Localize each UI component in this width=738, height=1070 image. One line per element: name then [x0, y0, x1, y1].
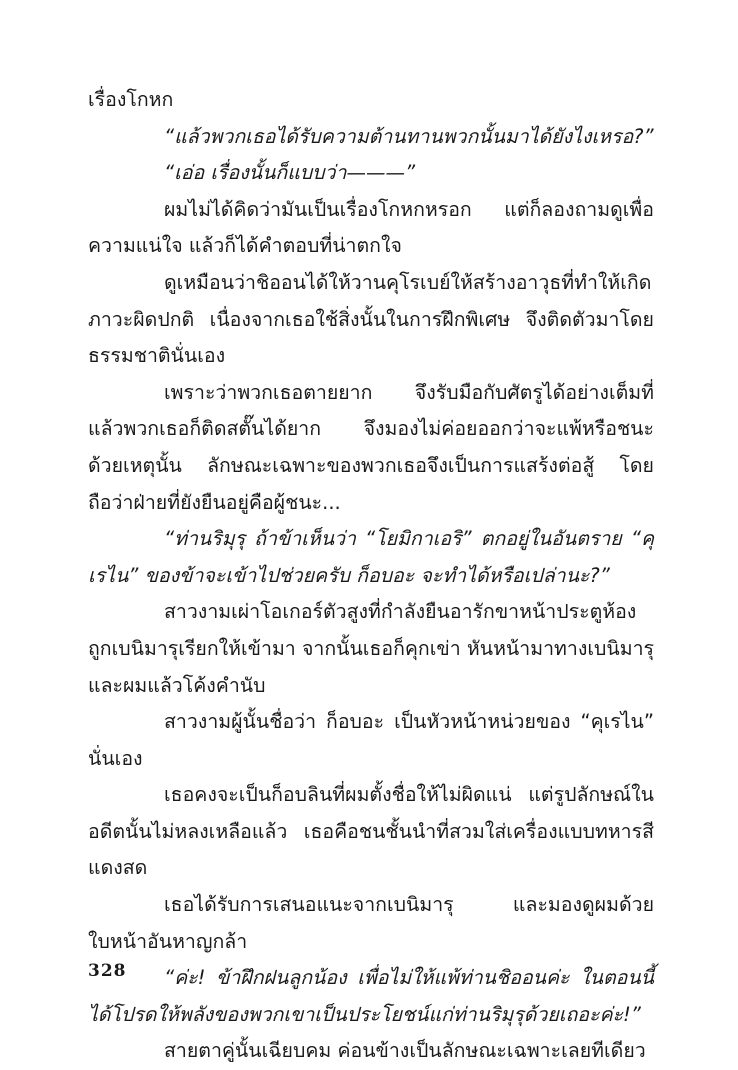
paragraph-13: สายตาคู่นั้นเฉียบคม ค่อนข้างเป็นลักษณะเฉพาะเลยทีเดียว [164, 1039, 646, 1063]
paragraph-4: ผมไม่ได้คิดว่ามันเป็นเรื่องโกหกหรอก แต่ก็ลองถามดูเพื่อความแน่ใจ แล้วก็ได้คำตอบที่น่าตกใจ [88, 197, 654, 258]
paragraph-9: สาวงามผู้นั้นชื่อว่า ก็อบอะ เป็นหัวหน้าหน่วยของ “คุเรไน” นั่นเอง [88, 710, 654, 770]
paragraph-6: เพราะว่าพวกเธอตายยาก จึงรับมือกับศัตรูได้อย่างเต็มที่ แล้วพวกเธอก็ติดสตั๊นได้ยาก จึงมองไม่ค่อยออกว่าจะแพ้หรือชนะ ด้วยเหตุนั้น ลักษณะเฉพาะของพวกเธอจึงเป็นการแสร้งต่อสู้ โดยถือว่าฝ่ายที่ยังยืนอยู่คือผู้ชนะ... [88, 380, 654, 514]
paragraph-5: ดูเหมือนว่าชิออนได้ให้วานคุโรเบย์ให้สร้างอาวุธที่ทำให้เกิดภาวะผิดปกติ เนื่องจากเธอใช้สิ่งนั้นในการฝึกพิเศษ จึงติดตัวมาโดยธรรมชาตินั่นเอง [88, 270, 654, 368]
paragraph-1: เรื่องโกหก [88, 88, 174, 111]
page-number: 328 [88, 961, 127, 981]
paragraph-10: เธอคงจะเป็นก็อบลินที่ผมตั้งชื่อให้ไม่ผิดแน่ แต่รูปลักษณ์ในอดีตนั้นไม่หลงเหลือแล้ว เธอคือชนชั้นนำที่สวมใส่เครื่องแบบทหารสีแดงสด [88, 783, 654, 880]
paragraph-11: เธอได้รับการเสนอแนะจากเบนิมารุ และมองดูผมด้วยใบหน้าอันหาญกล้า [88, 893, 654, 953]
paragraph-8: สาวงามเผ่าโอเกอร์ตัวสูงที่กำลังยืนอารักขาหน้าประตูห้องถูกเบนิมารุเรียกให้เข้ามา จากนั้นเธอก็คุกเข่า หันหน้ามาทางเบนิมารุและผมแล้วโค้งคำนับ [88, 600, 654, 697]
paragraph-3: “เอ่อ เรื่องนั้นก็แบบว่า———” [164, 161, 416, 185]
page-body [88, 82, 654, 1070]
paragraph-2: “แล้วพวกเธอได้รับความต้านทานพวกนั้นมาได้ยังไงเหรอ?” [164, 124, 654, 148]
paragraph-12: “ค่ะ! ข้าฝึกฝนลูกน้อง เพื่อไม่ให้แพ้ท่านชิออนค่ะ ในตอนนี้ได้โปรดให้พลังของพวกเขาเป็นประโยชน์แก่ท่านริมุรุด้วยเถอะค่ะ!” [88, 966, 654, 1026]
paragraph-7: “ท่านริมุรุ ถ้าข้าเห็นว่า “โยมิกาเอริ” ตกอยู่ในอันตราย “คุเรไน” ของข้าจะเข้าไปช่วยครับ ก็อบอะ จะทำได้หรือเปล่านะ?” [88, 527, 654, 587]
